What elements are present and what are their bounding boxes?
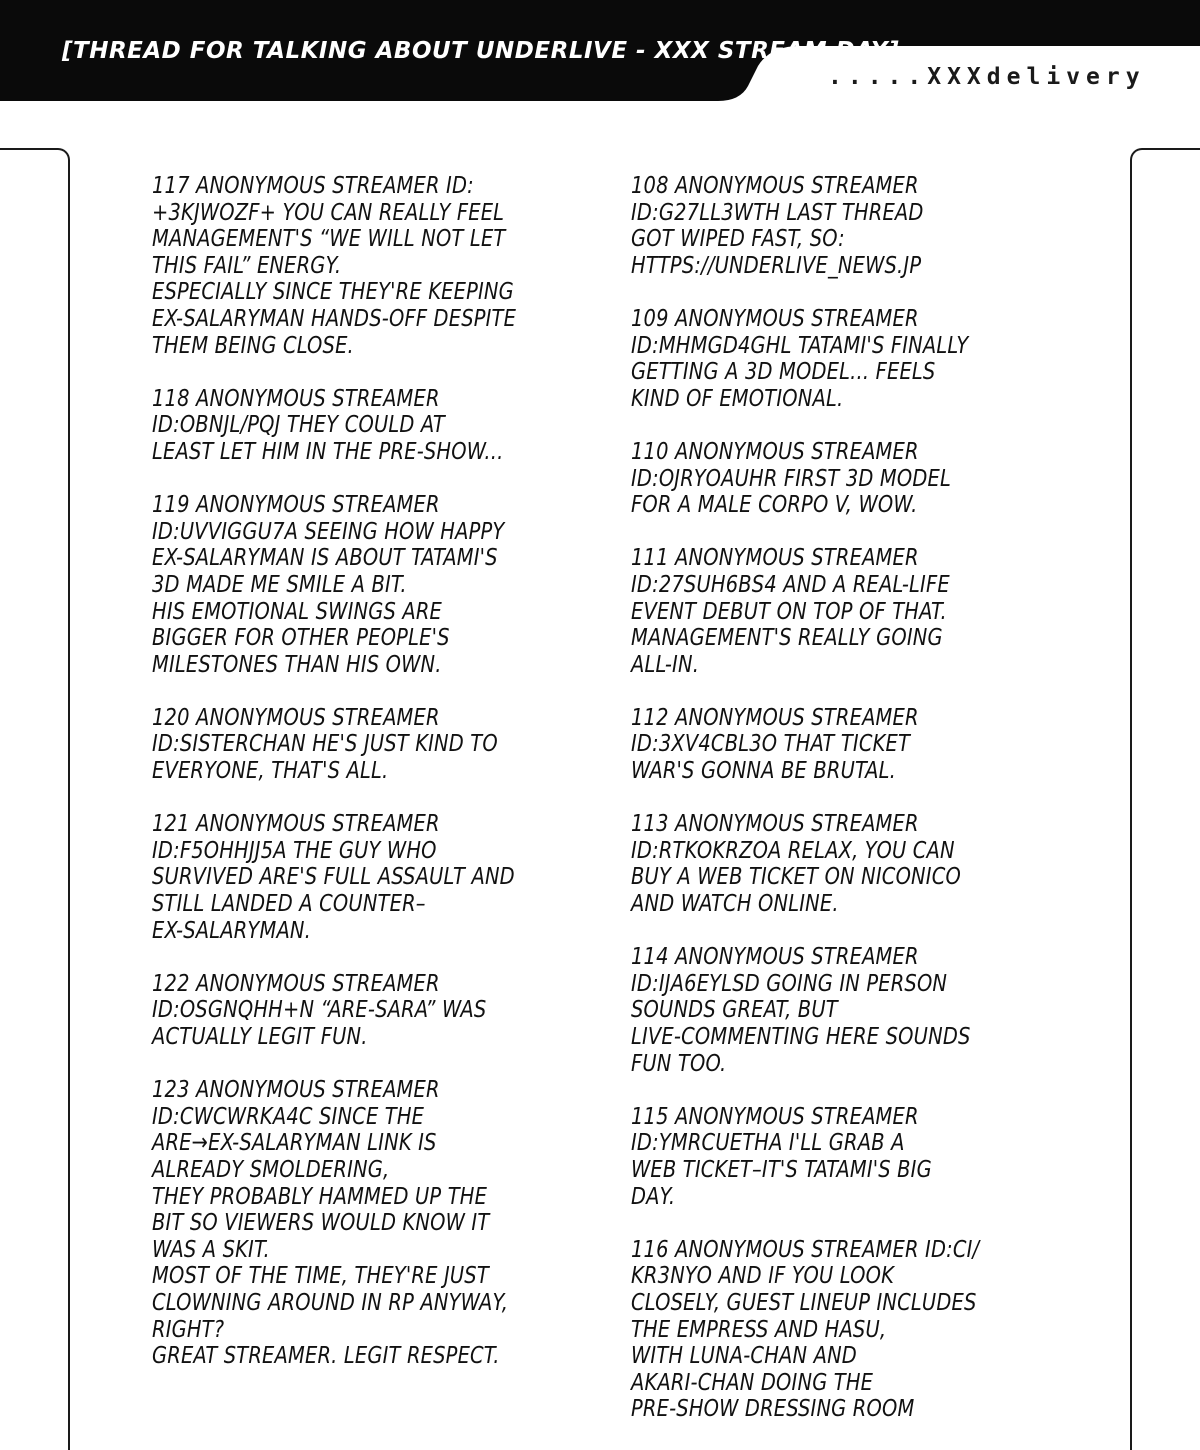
post-118: 118 ANONYMOUS STREAMER ID:OBNJL/PQJ THEY COULD AT LEAST LET HIM IN THE PRE-SHOW... <box>152 383 504 465</box>
post-120: 120 ANONYMOUS STREAMER ID:SISTERCHAN HE'S JUST KIND TO EVERYONE, THAT'S ALL. <box>152 702 498 785</box>
right-post-column <box>631 172 1051 1449</box>
post-110: 110 ANONYMOUS STREAMER ID:OJRYOAUHR FIRST 3D MODEL FOR A MALE CORPO V, WOW. <box>631 436 952 519</box>
post-117: 117 ANONYMOUS STREAMER ID: +3KJWOZF+ YOU CAN REALLY FEEL MANAGEMENT'S “WE WILL NOT LET THIS FAIL” ENERGY. ESPECIALLY SINCE THEY'RE KEEPING EX-SALARYMAN HANDS-OFF DESPITE THEM BEING CLOSE. <box>152 171 517 359</box>
post-122: 122 ANONYMOUS STREAMER ID:OSGNQHH+N “ARE-SARA” WAS ACTUALLY LEGIT FUN. <box>152 968 487 1050</box>
post-112: 112 ANONYMOUS STREAMER ID:3XV4CBL3O THAT TICKET WAR'S GONNA BE BRUTAL. <box>631 702 919 785</box>
post-115: 115 ANONYMOUS STREAMER ID:YMRCUETHA I'LL GRAB A WEB TICKET–IT'S TATAMI'S BIG DAY. <box>631 1101 932 1210</box>
right-panel-frame <box>1130 148 1200 1450</box>
left-post-column <box>152 172 582 1395</box>
post-113: 113 ANONYMOUS STREAMER ID:RTKOKRZOA RELAX, YOU CAN BUY A WEB TICKET ON NICONICO AND WATCH ONLINE. <box>631 809 961 918</box>
post-119: 119 ANONYMOUS STREAMER ID:UVVIGGU7A SEEING HOW HAPPY EX-SALARYMAN IS ABOUT TATAMI'S 3D MADE ME SMILE A BIT. HIS EMOTIONAL SWINGS ARE BIGGER FOR OTHER PEOPLE'S MILESTONES THAN HIS OWN. <box>152 490 505 678</box>
post-121: 121 ANONYMOUS STREAMER ID:F5OHHJJ5A THE GUY WHO SURVIVED ARE'S FULL ASSAULT AND STILL LANDED A COUNTER– EX-SALARYMAN. <box>152 809 515 944</box>
post-108: 108 ANONYMOUS STREAMER ID:G27LL3WTH LAST THREAD GOT WIPED FAST, SO: HTTPS://UNDERLIVE_NEWS.JP <box>631 171 924 279</box>
left-panel-frame <box>0 148 70 1450</box>
post-109: 109 ANONYMOUS STREAMER ID:MHMGD4GHL TATAMI'S FINALLY GETTING A 3D MODEL... FEELS KIND OF EMOTIONAL. <box>631 303 969 412</box>
post-116: 116 ANONYMOUS STREAMER ID:CI/ KR3NYO AND IF YOU LOOK CLOSELY, GUEST LINEUP INCLUDES THE EMPRESS AND HASU, WITH LUNA-CHAN AND AKARI-CHAN DOING THE PRE-SHOW DRESSING ROOM <box>631 1234 980 1423</box>
post-111: 111 ANONYMOUS STREAMER ID:27SUH6BS4 AND A REAL-LIFE EVENT DEBUT ON TOP OF THAT. MANAGEMENT'S REALLY GOING ALL-IN. <box>631 543 950 678</box>
post-123: 123 ANONYMOUS STREAMER ID:CWCWRKA4C SINCE THE ARE→EX-SALARYMAN LINK IS ALREADY SMOLDERING, THEY PROBABLY HAMMED UP THE BIT SO VIEWERS WOULD KNOW IT WAS A SKIT. MOST OF THE TIME, THEY'RE JUST CLOWNING AROUND IN RP ANYWAY, RIGHT? GREAT STREAMER. LEGIT RESPECT. <box>152 1075 509 1370</box>
post-114: 114 ANONYMOUS STREAMER ID:IJA6EYLSD GOING IN PERSON SOUNDS GREAT, BUT LIVE-COMMENTING HERE SOUNDS FUN TOO. <box>631 942 971 1077</box>
thread-title: [THREAD FOR TALKING ABOUT UNDERLIVE - XXX STREAM DAY] <box>62 38 900 64</box>
delivery-tag: .....XXXdelivery <box>828 64 1146 90</box>
